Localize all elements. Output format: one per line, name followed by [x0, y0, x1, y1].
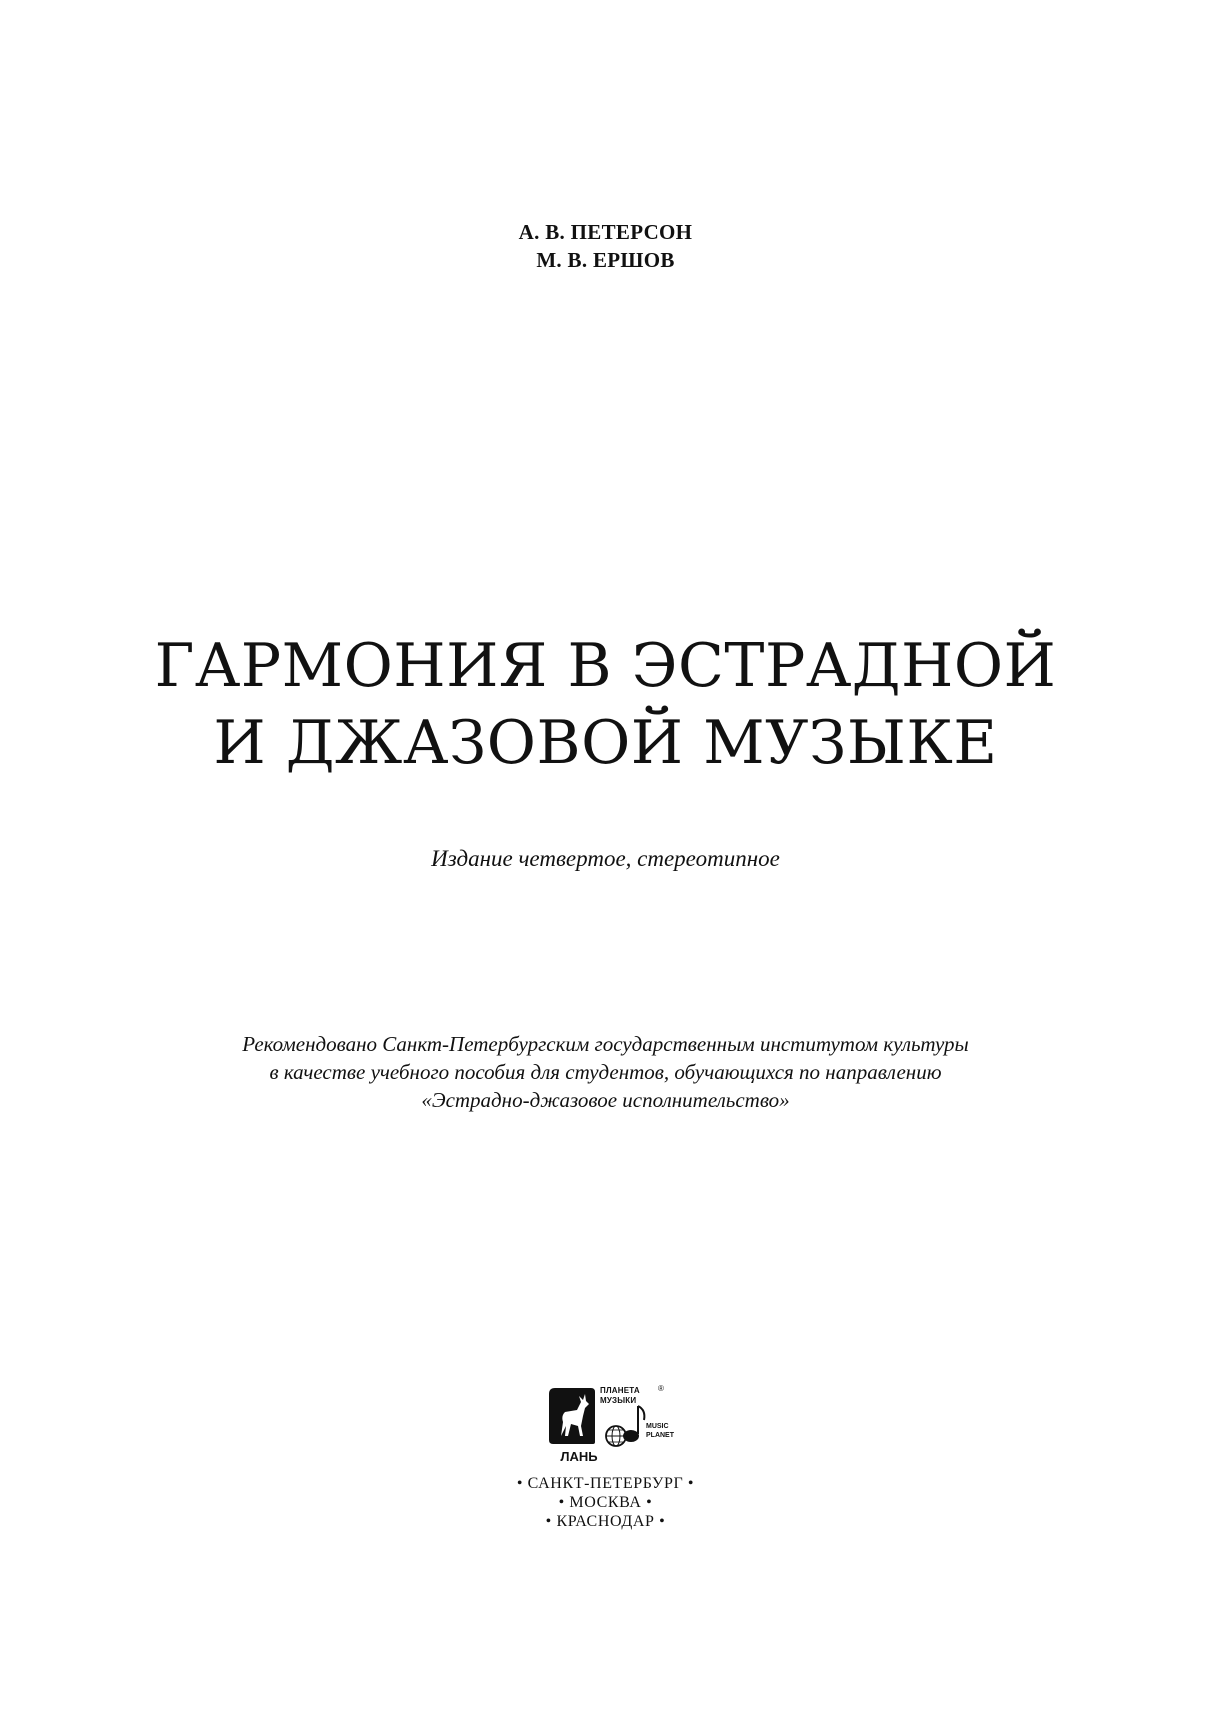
registered-mark: ® — [658, 1384, 664, 1393]
authors-block — [0, 218, 1211, 274]
title-line-1: ГАРМОНИЯ В ЭСТРАДНОЙ — [154, 631, 1057, 701]
music-planet-text-en: MUSIC PLANET — [646, 1423, 674, 1439]
author-2: М. В. ЕРШОВ — [536, 248, 675, 272]
book-title — [0, 628, 1211, 782]
city-krasnodar: • КРАСНОДАР • — [545, 1513, 666, 1530]
music-planet-logo — [600, 1386, 690, 1466]
city-moscow: • МОСКВА • — [558, 1494, 653, 1511]
lan-logo — [547, 1386, 597, 1464]
lan-label: ЛАНЬ — [560, 1449, 598, 1464]
recommendation-line-3: «Эстрадно-джазовое исполнительство» — [421, 1088, 790, 1112]
note-globe-icon — [602, 1404, 648, 1448]
deer-icon — [547, 1386, 597, 1446]
recommendation-block — [0, 1030, 1211, 1114]
publisher-logos — [540, 1380, 690, 1475]
author-1: А. В. ПЕТЕРСОН — [518, 220, 693, 244]
music-planet-text-ru: ПЛАНЕТА МУЗЫКИ — [600, 1386, 640, 1405]
edition-note: Издание четвертое, стереотипное — [431, 846, 780, 871]
recommendation-line-2: в качестве учебного пособия для студентов, обучающихся по направлению — [269, 1060, 942, 1084]
title-line-2: И ДЖАЗОВОЙ МУЗЫКЕ — [213, 708, 998, 778]
city-spb: • САНКТ-ПЕТЕРБУРГ • — [516, 1475, 695, 1492]
publisher-cities — [0, 1474, 1211, 1531]
recommendation-line-1: Рекомендовано Санкт-Петербургским государственным институтом культуры — [242, 1032, 969, 1056]
